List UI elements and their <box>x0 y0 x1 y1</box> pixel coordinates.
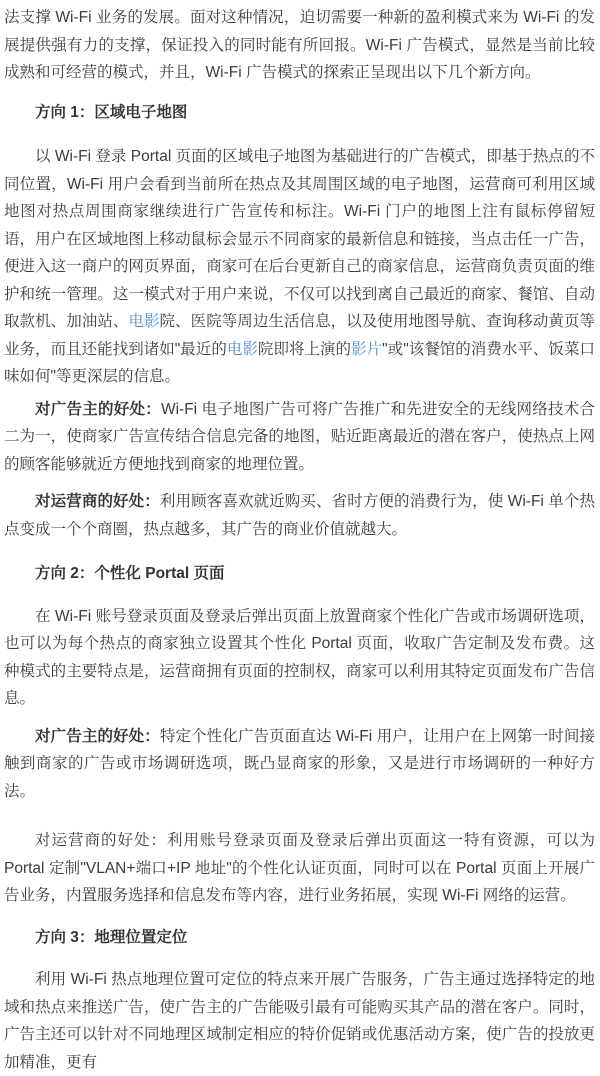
advertiser-benefit-text: Wi-Fi 电子地图广告可将广告推广和先进安全的无线网络技术合二为一，使商家广告宣传结合信息完备的地图，贴近距离最近的潜在客户，使热点上网的顾客能够就近方便地找到商家的地理位置。 <box>4 400 595 473</box>
operator-benefit-label: 对运营商的好处： <box>35 832 167 849</box>
section2-paragraph: 在 Wi-Fi 账号登录页面及登录后弹出页面上放置商家个性化广告或市场调研选项，也可以为每个热点的商家独立设置其个性化 Portal 页面，收取广告定制及发布费。这种模式的主要特点是，运营商拥有页面的控制权，商家可以利用其特定页面发布广告信息。 <box>4 607 595 707</box>
movie-keyword-link-1[interactable]: 电影 <box>128 313 160 330</box>
operator-benefit-label: 对运营商的好处： <box>35 493 160 510</box>
section2-heading: 方向 2：个性化 Portal 页面 <box>35 565 225 582</box>
section2-advertiser-benefit <box>4 723 595 806</box>
section2-operator-benefit <box>4 827 595 910</box>
operator-benefit-text: 利用顾客喜欢就近购买、省时方便的消费行为，使 Wi-Fi 单个热点变成一个个商圈，热点越多，其广告的商业价值就越大。 <box>4 493 595 538</box>
intro-paragraph: 法支撑 Wi-Fi 业务的发展。面对这种情况，迫切需要一种新的盈利模式来为 Wi-Fi 的发展提供强有力的支撑，保证投入的同时能有所回报。Wi-Fi 广告模式，显然是当前比较成熟和可经营的模式，并且，Wi-Fi 广告模式的探索正呈现出以下几个新方向。 <box>4 9 595 81</box>
section1-operator-benefit <box>4 488 595 543</box>
section1-paragraph <box>4 143 595 391</box>
operator-benefit-text: 利用账号登录页面及登录后弹出页面这一特有资源，可以为 Portal 定制"VLAN+端口+IP 地址"的个性化认证页面，同时可以在 Portal 页面上开展广告业务，内置服务选择和信息发布等内容，进行业务拓展，实现 Wi-Fi 网络的运营。 <box>4 832 595 904</box>
section1-text-part3: 院即将上演的 <box>257 340 352 358</box>
section1-advertiser-benefit <box>4 396 595 479</box>
movie-keyword-link-2[interactable]: 电影 <box>226 340 258 358</box>
advertiser-benefit-text: 特定个性化广告页面直达 Wi-Fi 用户，让用户在上网第一时间接触到商家的广告或市场调研选项，既凸显商家的形象，又是进行市场调研的一种好方法。 <box>4 727 595 800</box>
section1-text-part2: 院、医院等周边生活信息，以及使用地图导航、查询移动黄页等业务，而且还能找到诸如"最近的 <box>4 313 595 358</box>
film-keyword-link[interactable]: 影片 <box>351 340 383 358</box>
section3-paragraph: 利用 Wi-Fi 热点地理位置可定位的特点来开展广告服务，广告主通过选择特定的地域和热点来推送广告，使广告主的广告能吸引最有可能购买其产品的潜在客户。同时，广告主还可以针对不同地理区域制定相应的特价促销或优惠活动方案，使广告的投放更加精准，更有 <box>4 971 595 1071</box>
advertiser-benefit-label: 对广告主的好处： <box>35 727 160 745</box>
section1-text-part1: 以 Wi-Fi 登录 Portal 页面的区域电子地图为基础进行的广告模式，即基于热点的不同位置，Wi-Fi 用户会看到当前所在热点及其周围区域的电子地图，运营商可利用区域地图对热点周围商家继续进行广告宣传和标注。Wi-Fi 门户的地图上注有鼠标停留短语，用户在区域地图上移动鼠标会显示不同商家的最新信息和链接，当点击任一广告，便进入这一商户的网页界面，商家可在后台更新自己的商家信息，运营商负责页面的维护和统一管理。这一模式对于用户来说，不仅可以找到离自己最近的商家、餐馆、自动取款机、加油站、 <box>4 148 595 330</box>
advertiser-benefit-label: 对广告主的好处： <box>35 400 161 418</box>
section1-text-part4: "或"该餐馆的消费水平、饭菜口味如何"等更深层的信息。 <box>4 340 595 385</box>
section3-heading: 方向 3：地理位置定位 <box>35 928 188 946</box>
section1-heading: 方向 1：区域电子地图 <box>35 103 188 121</box>
